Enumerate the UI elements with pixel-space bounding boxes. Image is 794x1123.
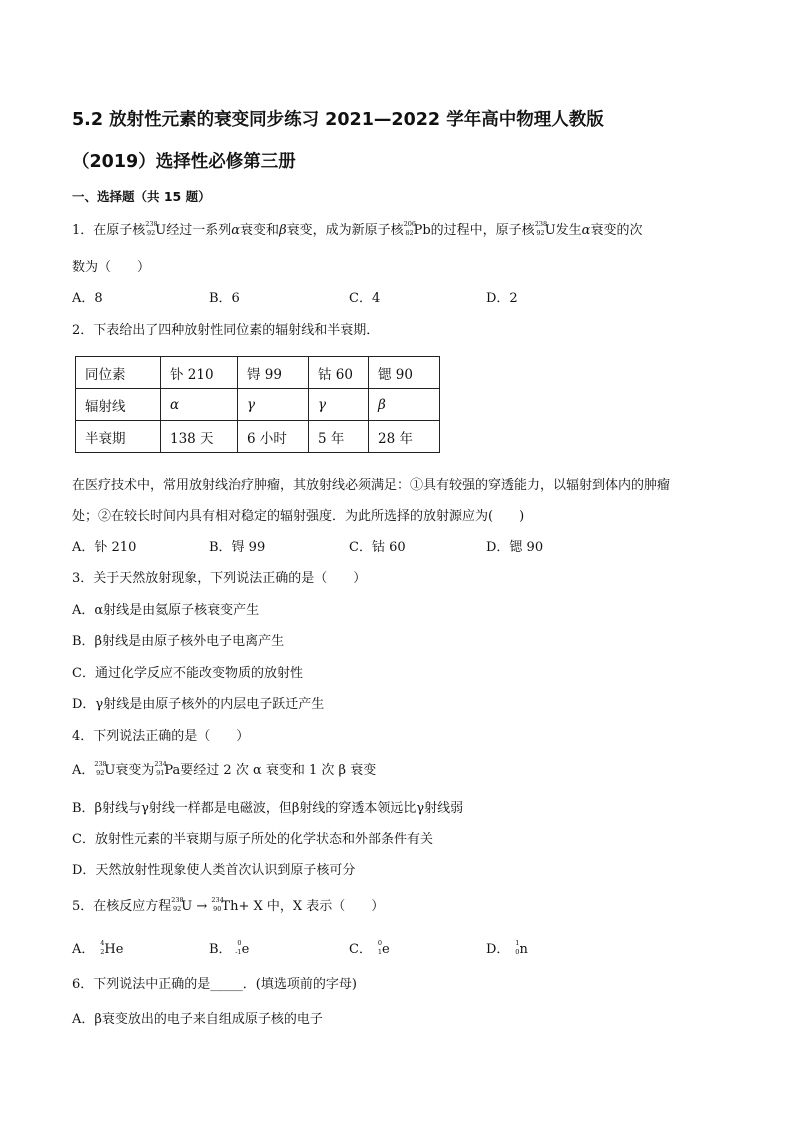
element-symbol: n	[519, 942, 528, 957]
element-symbol: He	[104, 942, 124, 957]
helium-nuclide	[94, 941, 123, 959]
question-5-options	[72, 941, 732, 959]
uranium-nuclide	[94, 762, 115, 780]
table-cell: α	[161, 389, 238, 421]
atomic-number: 91	[156, 769, 165, 777]
isotope-table	[75, 356, 440, 453]
option-b[interactable]: B．β射线是由原子核外电子电离产生	[72, 634, 285, 649]
section-heading: 一、选择题（共 15 题）	[72, 189, 211, 204]
option-d[interactable]	[486, 941, 528, 959]
option-d[interactable]: D．锶 90	[486, 540, 544, 555]
protactinium-nuclide	[154, 762, 180, 780]
atomic-number: 92	[536, 229, 545, 237]
atomic-number: 90	[213, 905, 222, 913]
option-a[interactable]: A．8	[72, 291, 103, 306]
option-a[interactable]	[72, 941, 123, 959]
uranium-nuclide	[535, 222, 556, 240]
option-b[interactable]: B．锝 99	[209, 540, 266, 555]
mass-number: 0	[237, 939, 242, 947]
alpha-symbol: α	[581, 223, 591, 238]
table-cell: 138 天	[161, 421, 238, 453]
mass-number: 234	[154, 760, 167, 768]
question-2-paragraph-line-2: 处；②在较长时间内具有相对稳定的辐射强度．为此所选择的放射源应为( )	[72, 509, 525, 524]
mass-number: 0	[377, 939, 382, 947]
mass-number: 238	[534, 220, 548, 228]
table-row	[76, 421, 440, 453]
element-symbol: U	[155, 223, 167, 238]
option-c[interactable]: C．钴 60	[349, 540, 406, 555]
option-a[interactable]: A．α射线是由氦原子核衰变产生	[72, 603, 260, 618]
element-symbol: Pa	[164, 763, 181, 778]
positron-particle	[372, 941, 390, 959]
option-d[interactable]: D．γ射线是由原子核外的内层电子跃迁产生	[72, 697, 325, 712]
question-4-stem: 4．下列说法正确的是（ ）	[72, 729, 250, 744]
table-cell: 同位素	[76, 357, 161, 389]
table-cell: 辐射线	[76, 389, 161, 421]
table-row	[76, 389, 440, 421]
option-b[interactable]: B．β射线与γ射线一样都是电磁波，但β射线的穿透本领远比γ射线弱	[72, 801, 464, 816]
option-label: D．	[486, 942, 510, 957]
option-d[interactable]: D．天然放射性现象使人类首次认识到原子核可分	[72, 863, 356, 878]
option-b[interactable]: B．6	[209, 291, 240, 306]
table-cell: 钴 60	[309, 357, 369, 389]
option-label: C．	[349, 942, 372, 957]
element-symbol: U	[181, 899, 193, 914]
q1-text: 衰变和	[240, 223, 280, 238]
option-label: A．	[72, 763, 95, 778]
option-c[interactable]	[349, 941, 390, 959]
element-symbol: U	[104, 763, 116, 778]
q1-text: 1．在原子核	[72, 223, 146, 238]
question-6-stem: 6．下列说法中正确的是_____．(填选项前的字母)	[72, 977, 357, 992]
question-5-stem	[72, 898, 732, 916]
option-a[interactable]: A．β衰变放出的电子来自组成原子核的电子	[72, 1012, 323, 1027]
question-2-paragraph-line-1: 在医疗技术中，常用放射线治疗肿瘤，其放射线必须满足：①具有较强的穿透能力，以辐射到体内的肿瘤	[72, 478, 671, 493]
table-cell: 锶 90	[369, 357, 440, 389]
question-1-options	[72, 290, 732, 308]
option-text: 衰变为	[115, 763, 155, 778]
q1-text: 的过程中，原子核	[430, 223, 535, 238]
option-d[interactable]: D．2	[486, 291, 518, 306]
question-2-options	[72, 539, 732, 557]
element-symbol: e	[381, 942, 390, 957]
question-1-stem	[72, 222, 732, 240]
reaction-arrow: →	[192, 899, 212, 914]
mass-number: 1	[515, 939, 520, 947]
mass-number: 238	[145, 220, 158, 228]
option-c[interactable]: C．通过化学反应不能改变物质的放射性	[72, 666, 303, 681]
worksheet-title-line-1: 5.2 放射性元素的衰变同步练习 2021—2022 学年高中物理人教版	[72, 110, 604, 130]
thorium-nuclide	[211, 898, 238, 916]
uranium-nuclide	[171, 898, 192, 916]
q1-text: 衰变，成为新原子核	[286, 223, 404, 238]
q5-text: + X 中，X 表示（ ）	[238, 899, 385, 914]
element-symbol: U	[544, 223, 556, 238]
atomic-number: 92	[96, 769, 105, 777]
option-label: A．	[72, 942, 95, 957]
table-cell: 钋 210	[161, 357, 238, 389]
element-symbol: Pb	[413, 223, 431, 238]
uranium-nuclide	[145, 222, 166, 240]
mass-number: 4	[100, 939, 105, 947]
option-label: B．	[209, 942, 232, 957]
atomic-number: 0	[515, 948, 520, 956]
mass-number: 238	[94, 760, 107, 768]
option-b[interactable]	[209, 941, 249, 959]
table-cell: 28 年	[369, 421, 440, 453]
atomic-number: -1	[235, 948, 242, 956]
atomic-number: 82	[405, 229, 414, 237]
q1-text: 经过一系列	[166, 223, 232, 238]
table-cell: γ	[238, 389, 309, 421]
question-1-stem-line-2: 数为（ ）	[72, 260, 151, 275]
element-symbol: Th	[221, 899, 239, 914]
alpha-symbol: α	[231, 223, 241, 238]
q1-text: 衰变的次	[590, 223, 643, 238]
option-c[interactable]: C．放射性元素的半衰期与原子所处的化学状态和外部条件有关	[72, 832, 433, 847]
question-2-stem: 2．下表给出了四种放射性同位素的辐射线和半衰期．	[72, 323, 380, 338]
mass-number: 234	[211, 896, 224, 904]
option-a[interactable]: A．钋 210	[72, 540, 137, 555]
table-cell: 5 年	[309, 421, 369, 453]
option-text: 要经过 2 次 α 衰变和 1 次 β 衰变	[180, 763, 377, 778]
mass-number: 206	[403, 220, 417, 228]
atomic-number: 92	[147, 229, 156, 237]
table-cell: 锝 99	[238, 357, 309, 389]
worksheet-title-line-2: （2019）选择性必修第三册	[72, 152, 296, 172]
electron-particle	[232, 941, 250, 959]
question-3-stem: 3．关于天然放射现象，下列说法正确的是（ ）	[72, 571, 367, 586]
table-cell: β	[369, 389, 440, 421]
option-a[interactable]	[72, 762, 732, 780]
table-cell: γ	[309, 389, 369, 421]
table-cell: 半衰期	[76, 421, 161, 453]
element-symbol: e	[241, 942, 250, 957]
beta-symbol: β	[279, 223, 287, 238]
atomic-number: 92	[173, 905, 182, 913]
table-cell: 6 小时	[238, 421, 309, 453]
atomic-number: 1	[377, 948, 382, 956]
neutron-particle	[509, 941, 527, 959]
atomic-number: 2	[100, 948, 105, 956]
q1-text: 发生	[555, 223, 582, 238]
table-row	[76, 357, 440, 389]
option-c[interactable]: C．4	[349, 291, 381, 306]
mass-number: 238	[171, 896, 184, 904]
lead-nuclide	[404, 222, 431, 240]
q5-text: 5．在核反应方程	[72, 899, 172, 914]
